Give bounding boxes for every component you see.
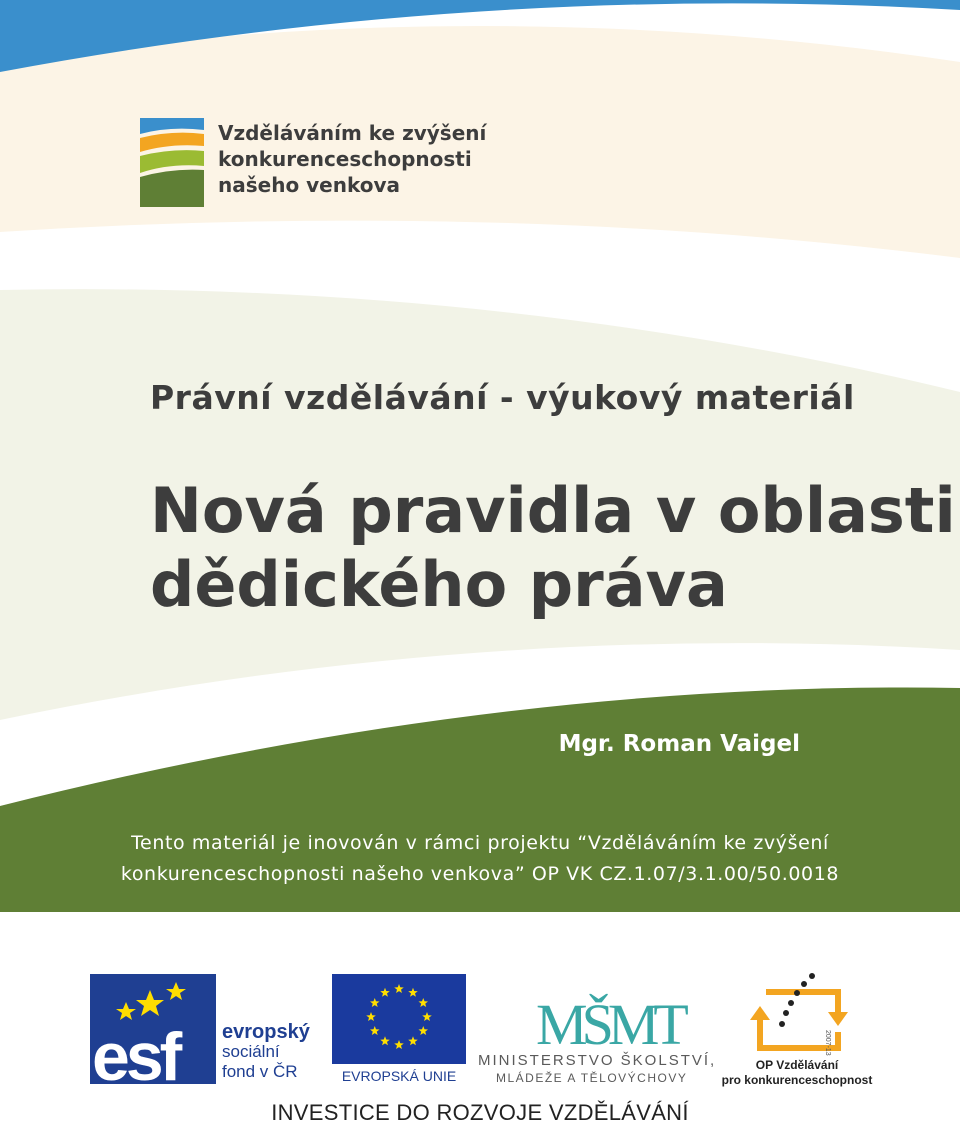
- op-year: 2007-13: [824, 1030, 831, 1056]
- logo-line-2: konkurenceschopnosti: [218, 147, 472, 171]
- logo-line-1: Vzděláváním ke zvýšení: [218, 121, 487, 145]
- op-logo: [750, 973, 848, 1056]
- logo-line-3: našeho venkova: [218, 173, 401, 197]
- esf-line-3: fond v ČR: [222, 1062, 298, 1081]
- project-line-1: Tento materiál je inovován v rámci projektu “Vzděláváním ke zvýšení: [131, 832, 829, 854]
- op-line-2: pro konkurenceschopnost: [721, 1073, 873, 1087]
- msmt-logo: [536, 992, 688, 1057]
- document-title: [150, 474, 956, 622]
- project-logo-text: [218, 120, 486, 198]
- esf-line-1: evropský: [222, 1021, 310, 1043]
- esf-caption: [222, 1022, 310, 1082]
- esf-wordmark: esf: [92, 1019, 179, 1095]
- eu-label: EVROPSKÁ UNIE: [341, 1068, 457, 1084]
- op-caption: [712, 1058, 882, 1088]
- project-line-2: konkurenceschopnosti našeho venkova” OP VK CZ.1.07/3.1.00/50.0018: [120, 863, 840, 885]
- msmt-line-1: MINISTERSTVO ŠKOLSTVÍ,: [478, 1052, 717, 1069]
- investice-slogan: INVESTICE DO ROZVOJE VZDĚLÁVÁNÍ: [271, 1100, 689, 1125]
- author-name: Mgr. Roman Vaigel: [558, 731, 800, 757]
- msmt-line-2: MLÁDEŽE A TĚLOVÝCHOVY: [496, 1071, 688, 1085]
- title-line-2: dědického práva: [150, 548, 728, 621]
- title-line-1: Nová pravidla v oblasti: [150, 474, 956, 547]
- msmt-wordmark: MŠMT: [536, 992, 683, 1057]
- esf-line-2: sociální: [222, 1042, 280, 1061]
- eu-flag: [332, 974, 466, 1064]
- document-subtitle: Právní vzdělávání - výukový materiál: [150, 378, 855, 417]
- esf-logo: [90, 974, 216, 1095]
- op-line-1: OP Vzdělávání: [755, 1058, 839, 1072]
- project-note: [0, 828, 960, 890]
